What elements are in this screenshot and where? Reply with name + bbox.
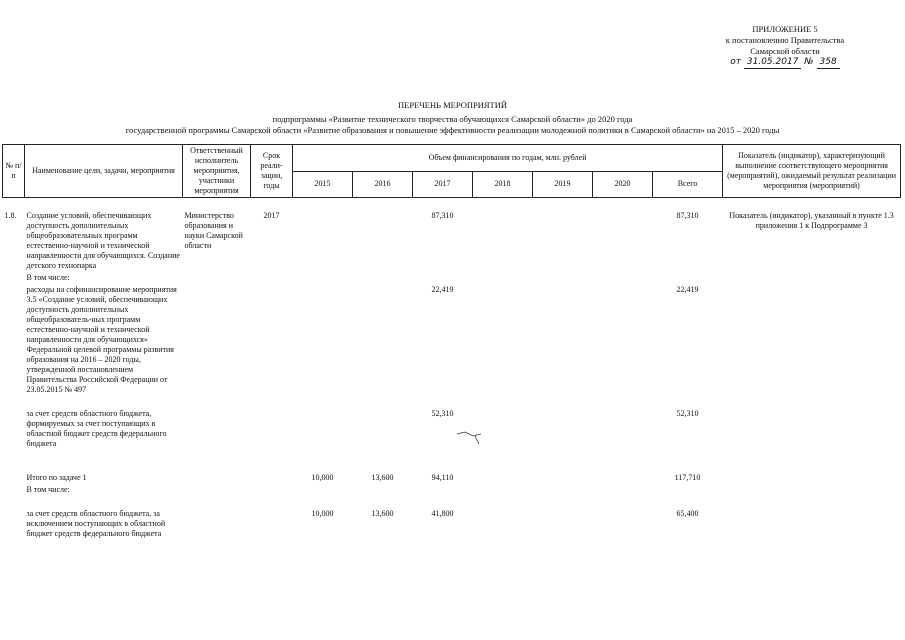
appendix-line: Самарской области xyxy=(750,46,820,56)
cell-name: Создание условий, обеспечивающих доступность дополнительных общеобразовательных программ естественно-научной и технической направленности для обучающихся. Создание детского технопарка xyxy=(26,211,180,270)
cell-2015: 10,000 xyxy=(311,473,334,482)
date-value: 31.05.2017 xyxy=(744,57,802,69)
cell-executor: Министерство образования и науки Самарской области xyxy=(184,211,243,250)
document-subtitle: государственной программы Самарской области «Развитие образования и повышение эффективности реализации молодежной политики в Самарской области» на 2015 – 2020 годы xyxy=(125,125,780,135)
cell-executor xyxy=(183,284,251,396)
cell-indicator: Показатель (индикатор), указанный в пункте 1.3 приложения 1 к Подпрограмме 3 xyxy=(729,211,894,230)
table-row xyxy=(3,210,901,272)
cell-2015: 10,000 xyxy=(311,509,334,518)
spacer-row xyxy=(3,198,901,211)
cell-total: 87,310 xyxy=(676,211,699,220)
cell-2019 xyxy=(533,210,593,272)
cell-2015 xyxy=(293,408,353,450)
cell-name: Итого по задаче 1 xyxy=(26,473,87,482)
scribble-mark-icon xyxy=(455,428,495,448)
cell-term xyxy=(251,284,293,396)
header-num: № п/п xyxy=(3,145,25,198)
spacer-row xyxy=(3,396,901,408)
appendix-line: к постановлению Правительства xyxy=(725,35,845,45)
cell-2016 xyxy=(353,284,413,396)
cell-total: 65,400 xyxy=(676,509,699,518)
header-year: 2019 xyxy=(533,171,593,198)
cell-indicator xyxy=(723,408,901,450)
number-value: 358 xyxy=(817,57,840,69)
header-year: 2015 xyxy=(293,171,353,198)
cell-empty xyxy=(183,272,901,284)
cell-term xyxy=(251,472,293,484)
cell-num xyxy=(3,508,25,540)
cell-executor xyxy=(183,408,251,450)
cell-2020 xyxy=(593,210,653,272)
cell-name: В том числе: xyxy=(26,485,70,494)
cell-2015 xyxy=(293,284,353,396)
cell-name: за счет средств областного бюджета, за исключением поступающих в областной бюджет средств федерального бюджета xyxy=(26,509,166,538)
cell-total: 22,419 xyxy=(676,285,699,294)
appendix-block xyxy=(690,24,880,69)
cell-2020 xyxy=(593,508,653,540)
cell-empty xyxy=(183,484,901,496)
cell-2018 xyxy=(473,284,533,396)
header-total: Всего xyxy=(653,171,723,198)
table-row xyxy=(3,408,901,450)
cell-2016 xyxy=(353,210,413,272)
cell-2017: 87,310 xyxy=(431,211,454,220)
header-executor: Ответственный исполнитель мероприятия, участники мероприятия xyxy=(183,145,251,198)
cell-2019 xyxy=(533,284,593,396)
cell-2019 xyxy=(533,472,593,484)
table-row xyxy=(3,484,901,496)
cell-term xyxy=(251,408,293,450)
header-year: 2017 xyxy=(413,171,473,198)
spacer-row xyxy=(3,496,901,508)
header-year: 2020 xyxy=(593,171,653,198)
header-year: 2018 xyxy=(473,171,533,198)
table-header-row xyxy=(3,145,901,172)
header-name: Наименование цели, задачи, мероприятия xyxy=(25,145,183,198)
table-row xyxy=(3,472,901,484)
cell-name: за счет средств областного бюджета, формируемых за счет поступающих в областной бюджет средств федерального бюджета xyxy=(26,409,167,448)
cell-name: расходы на софинансирование мероприятия 3.5 «Создание условий, обеспечивающих доступность дополнительных общеобразователь-ных программ естественно-научной и технической направленности для обучающихся» Федеральной целевой программы развития образования на 2016 – 2020 годы, утвержденной постановлением Правительства Российской Федерации от 23.05.2015 № 497 xyxy=(26,285,177,394)
header-year: 2016 xyxy=(353,171,413,198)
cell-executor xyxy=(183,508,251,540)
handwritten-mark xyxy=(455,428,495,451)
cell-2016: 13,600 xyxy=(371,473,394,482)
cell-term: 2017 xyxy=(263,211,280,220)
cell-2017: 52,310 xyxy=(431,409,454,418)
cell-num: 1.8. xyxy=(4,211,17,220)
cell-2017: 41,800 xyxy=(431,509,454,518)
cell-2020 xyxy=(593,408,653,450)
cell-name: В том числе: xyxy=(26,273,70,282)
cell-2020 xyxy=(593,284,653,396)
activities-table xyxy=(2,144,901,540)
cell-num xyxy=(3,272,25,284)
cell-2017: 22,419 xyxy=(431,285,454,294)
cell-2017: 94,110 xyxy=(431,473,454,482)
cell-2016 xyxy=(353,408,413,450)
cell-2015 xyxy=(293,210,353,272)
cell-executor xyxy=(183,472,251,484)
cell-num xyxy=(3,484,25,496)
cell-2018 xyxy=(473,472,533,484)
spacer-row xyxy=(3,450,901,472)
cell-2018 xyxy=(473,508,533,540)
number-prefix: № xyxy=(804,57,814,67)
cell-2019 xyxy=(533,408,593,450)
cell-num xyxy=(3,284,25,396)
cell-total: 117,710 xyxy=(674,473,701,482)
cell-num xyxy=(3,408,25,450)
cell-indicator xyxy=(723,472,901,484)
appendix-date xyxy=(690,57,880,69)
header-indicator: Показатель (индикатор), характеризующий выполнение соответствующего мероприятия (мероприятий), ожидаемый результат реализации мероприятия (мероприятий) xyxy=(723,145,901,198)
cell-total: 52,310 xyxy=(676,409,699,418)
cell-2016: 13,600 xyxy=(371,509,394,518)
document-subtitle: подпрограммы «Развитие технического творчества обучающихся Самарской области» до 2020 года xyxy=(272,114,633,124)
table-row xyxy=(3,272,901,284)
header-funding: Объем финансирования по годам, млн. рублей xyxy=(293,145,723,172)
table-row xyxy=(3,284,901,396)
cell-2020 xyxy=(593,472,653,484)
date-prefix: от xyxy=(730,57,742,67)
cell-term xyxy=(251,508,293,540)
cell-2018 xyxy=(473,210,533,272)
table-row xyxy=(3,508,901,540)
appendix-title: ПРИЛОЖЕНИЕ 5 xyxy=(752,24,818,34)
cell-num xyxy=(3,472,25,484)
cell-2019 xyxy=(533,508,593,540)
header-term: Срок реали-зации, годы xyxy=(251,145,293,198)
document-title: ПЕРЕЧЕНЬ МЕРОПРИЯТИЙ xyxy=(398,100,507,110)
cell-indicator xyxy=(723,284,901,396)
cell-indicator xyxy=(723,508,901,540)
